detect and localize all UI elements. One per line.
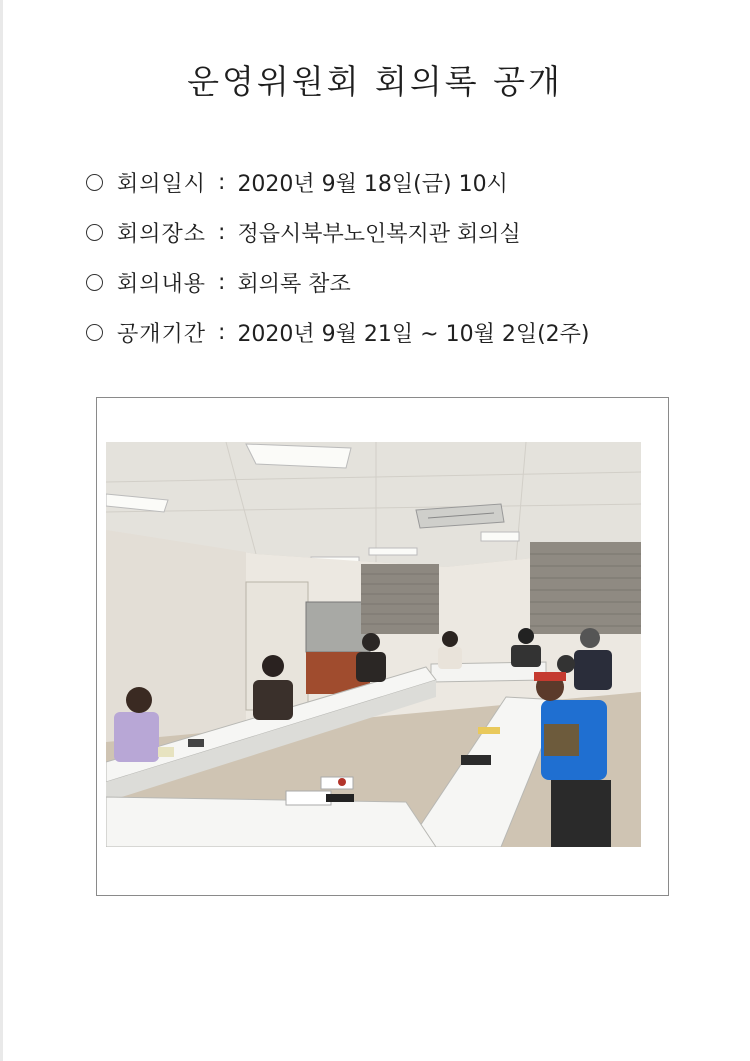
page-title: 운영위원회 회의록 공개: [187, 62, 563, 101]
ceiling-light: [246, 444, 351, 468]
left-wall: [106, 530, 246, 742]
paper: [478, 727, 500, 734]
photo-frame: [96, 397, 669, 896]
paper: [321, 777, 353, 789]
meeting-info-list: [86, 157, 589, 357]
meeting-photo: [106, 442, 641, 847]
info-label: 회의내용: [117, 271, 207, 297]
circle-bullet-icon: [86, 174, 103, 191]
info-value: 2020년 9월 18일(금) 10시: [237, 171, 508, 197]
info-item-content: [86, 257, 589, 307]
info-separator: :: [218, 169, 226, 195]
info-item-datetime: [86, 157, 589, 207]
cabinet: [306, 602, 370, 652]
cup: [188, 739, 204, 747]
window-blind: [530, 542, 641, 634]
info-label: 공개기간: [117, 321, 207, 347]
info-item-place: [86, 207, 589, 257]
info-value: 정읍시북부노인복지관 회의실: [237, 221, 521, 247]
cup: [158, 747, 174, 757]
info-label: 회의일시: [117, 171, 207, 197]
paper: [286, 791, 331, 805]
info-value: 회의록 참조: [237, 271, 351, 297]
page-edge: [0, 0, 3, 1061]
circle-bullet-icon: [86, 324, 103, 341]
snack: [338, 778, 346, 786]
info-item-period: [86, 307, 589, 357]
ceiling-light: [481, 532, 519, 541]
circle-bullet-icon: [86, 224, 103, 241]
info-label: 회의장소: [117, 221, 207, 247]
info-value: 2020년 9월 21일 ~ 10월 2일(2주): [237, 321, 590, 347]
table: [106, 797, 436, 847]
info-separator: :: [218, 219, 226, 245]
info-separator: :: [218, 269, 226, 295]
circle-bullet-icon: [86, 274, 103, 291]
ceiling-light: [369, 548, 417, 555]
phone: [326, 794, 354, 802]
meeting-room-illustration: [106, 442, 641, 847]
info-separator: :: [218, 319, 226, 345]
phone: [461, 755, 491, 765]
